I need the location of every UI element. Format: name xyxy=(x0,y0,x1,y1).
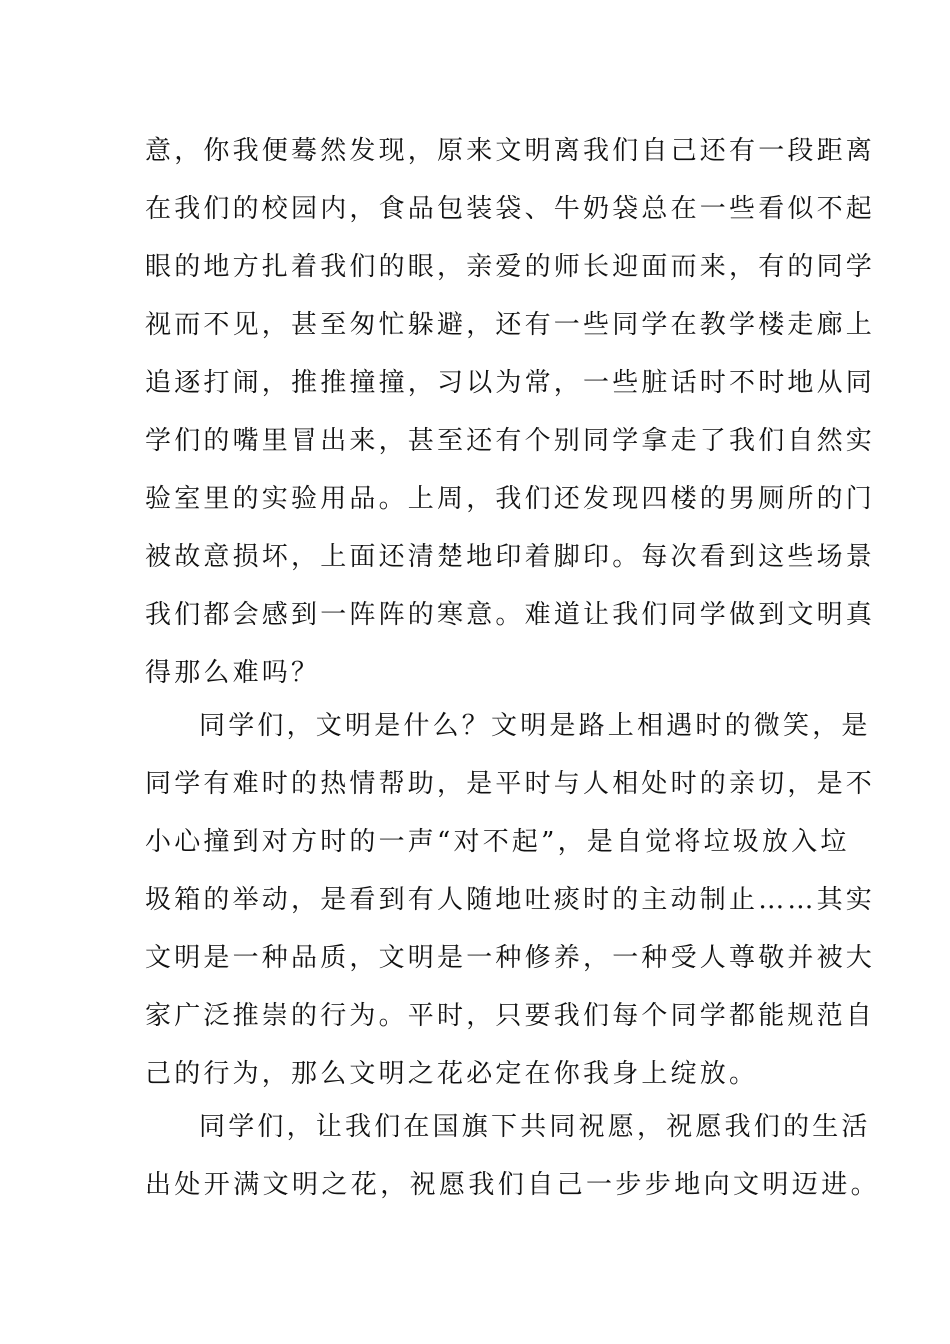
paragraph-3-line-1: 同学们，让我们在国旗下共同祝愿，祝愿我们的生活 xyxy=(199,1112,871,1142)
paragraph-1-line-3: 眼的地方扎着我们的眼，亲爱的师长迎面而来，有的同学 xyxy=(145,252,876,282)
paragraph-2-line-5: 文明是一种品质，文明是一种修养，一种受人尊敬并被大 xyxy=(145,943,876,973)
paragraph-2-line-6: 家广泛推崇的行为。平时，只要我们每个同学都能规范自 xyxy=(145,1001,876,1031)
paragraph-1-line-5: 追逐打闹，推推撞撞，习以为常，一些脏话时不时地从同 xyxy=(145,368,876,398)
paragraph-2-line-3: 小心撞到对方时的一声“对不起”，是自觉将垃圾放入垃 xyxy=(145,827,850,857)
paragraph-2-line-1: 同学们，文明是什么？文明是路上相遇时的微笑，是 xyxy=(199,711,871,741)
paragraph-2-line-7: 己的行为，那么文明之花必定在你我身上绽放。 xyxy=(145,1059,759,1089)
paragraph-1-line-7: 验室里的实验用品。上周，我们还发现四楼的男厕所的门 xyxy=(145,484,876,514)
paragraph-2-line-4: 圾箱的举动，是看到有人随地吐痰时的主动制止……其实 xyxy=(145,885,876,915)
paragraph-1-line-2: 在我们的校园内，食品包装袋、牛奶袋总在一些看似不起 xyxy=(145,194,876,224)
paragraph-1-line-10: 得那么难吗？ xyxy=(145,658,321,688)
paragraph-1-line-4: 视而不见，甚至匆忙躲避，还有一些同学在教学楼走廊上 xyxy=(145,310,876,340)
paragraph-3-line-2: 出处开满文明之花，祝愿我们自己一步步地向文明迈进。 xyxy=(145,1170,881,1200)
paragraph-1-line-9: 我们都会感到一阵阵的寒意。难道让我们同学做到文明真 xyxy=(145,600,876,630)
paragraph-1-line-6: 学们的嘴里冒出来，甚至还有个别同学拿走了我们自然实 xyxy=(145,426,876,456)
paragraph-2-line-2: 同学有难时的热情帮助，是平时与人相处时的亲切，是不 xyxy=(145,769,876,799)
paragraph-1-line-8: 被故意损坏，上面还清楚地印着脚印。每次看到这些场景 xyxy=(145,542,876,572)
paragraph-1-line-1: 意，你我便蓦然发现，原来文明离我们自己还有一段距离 xyxy=(145,136,876,166)
